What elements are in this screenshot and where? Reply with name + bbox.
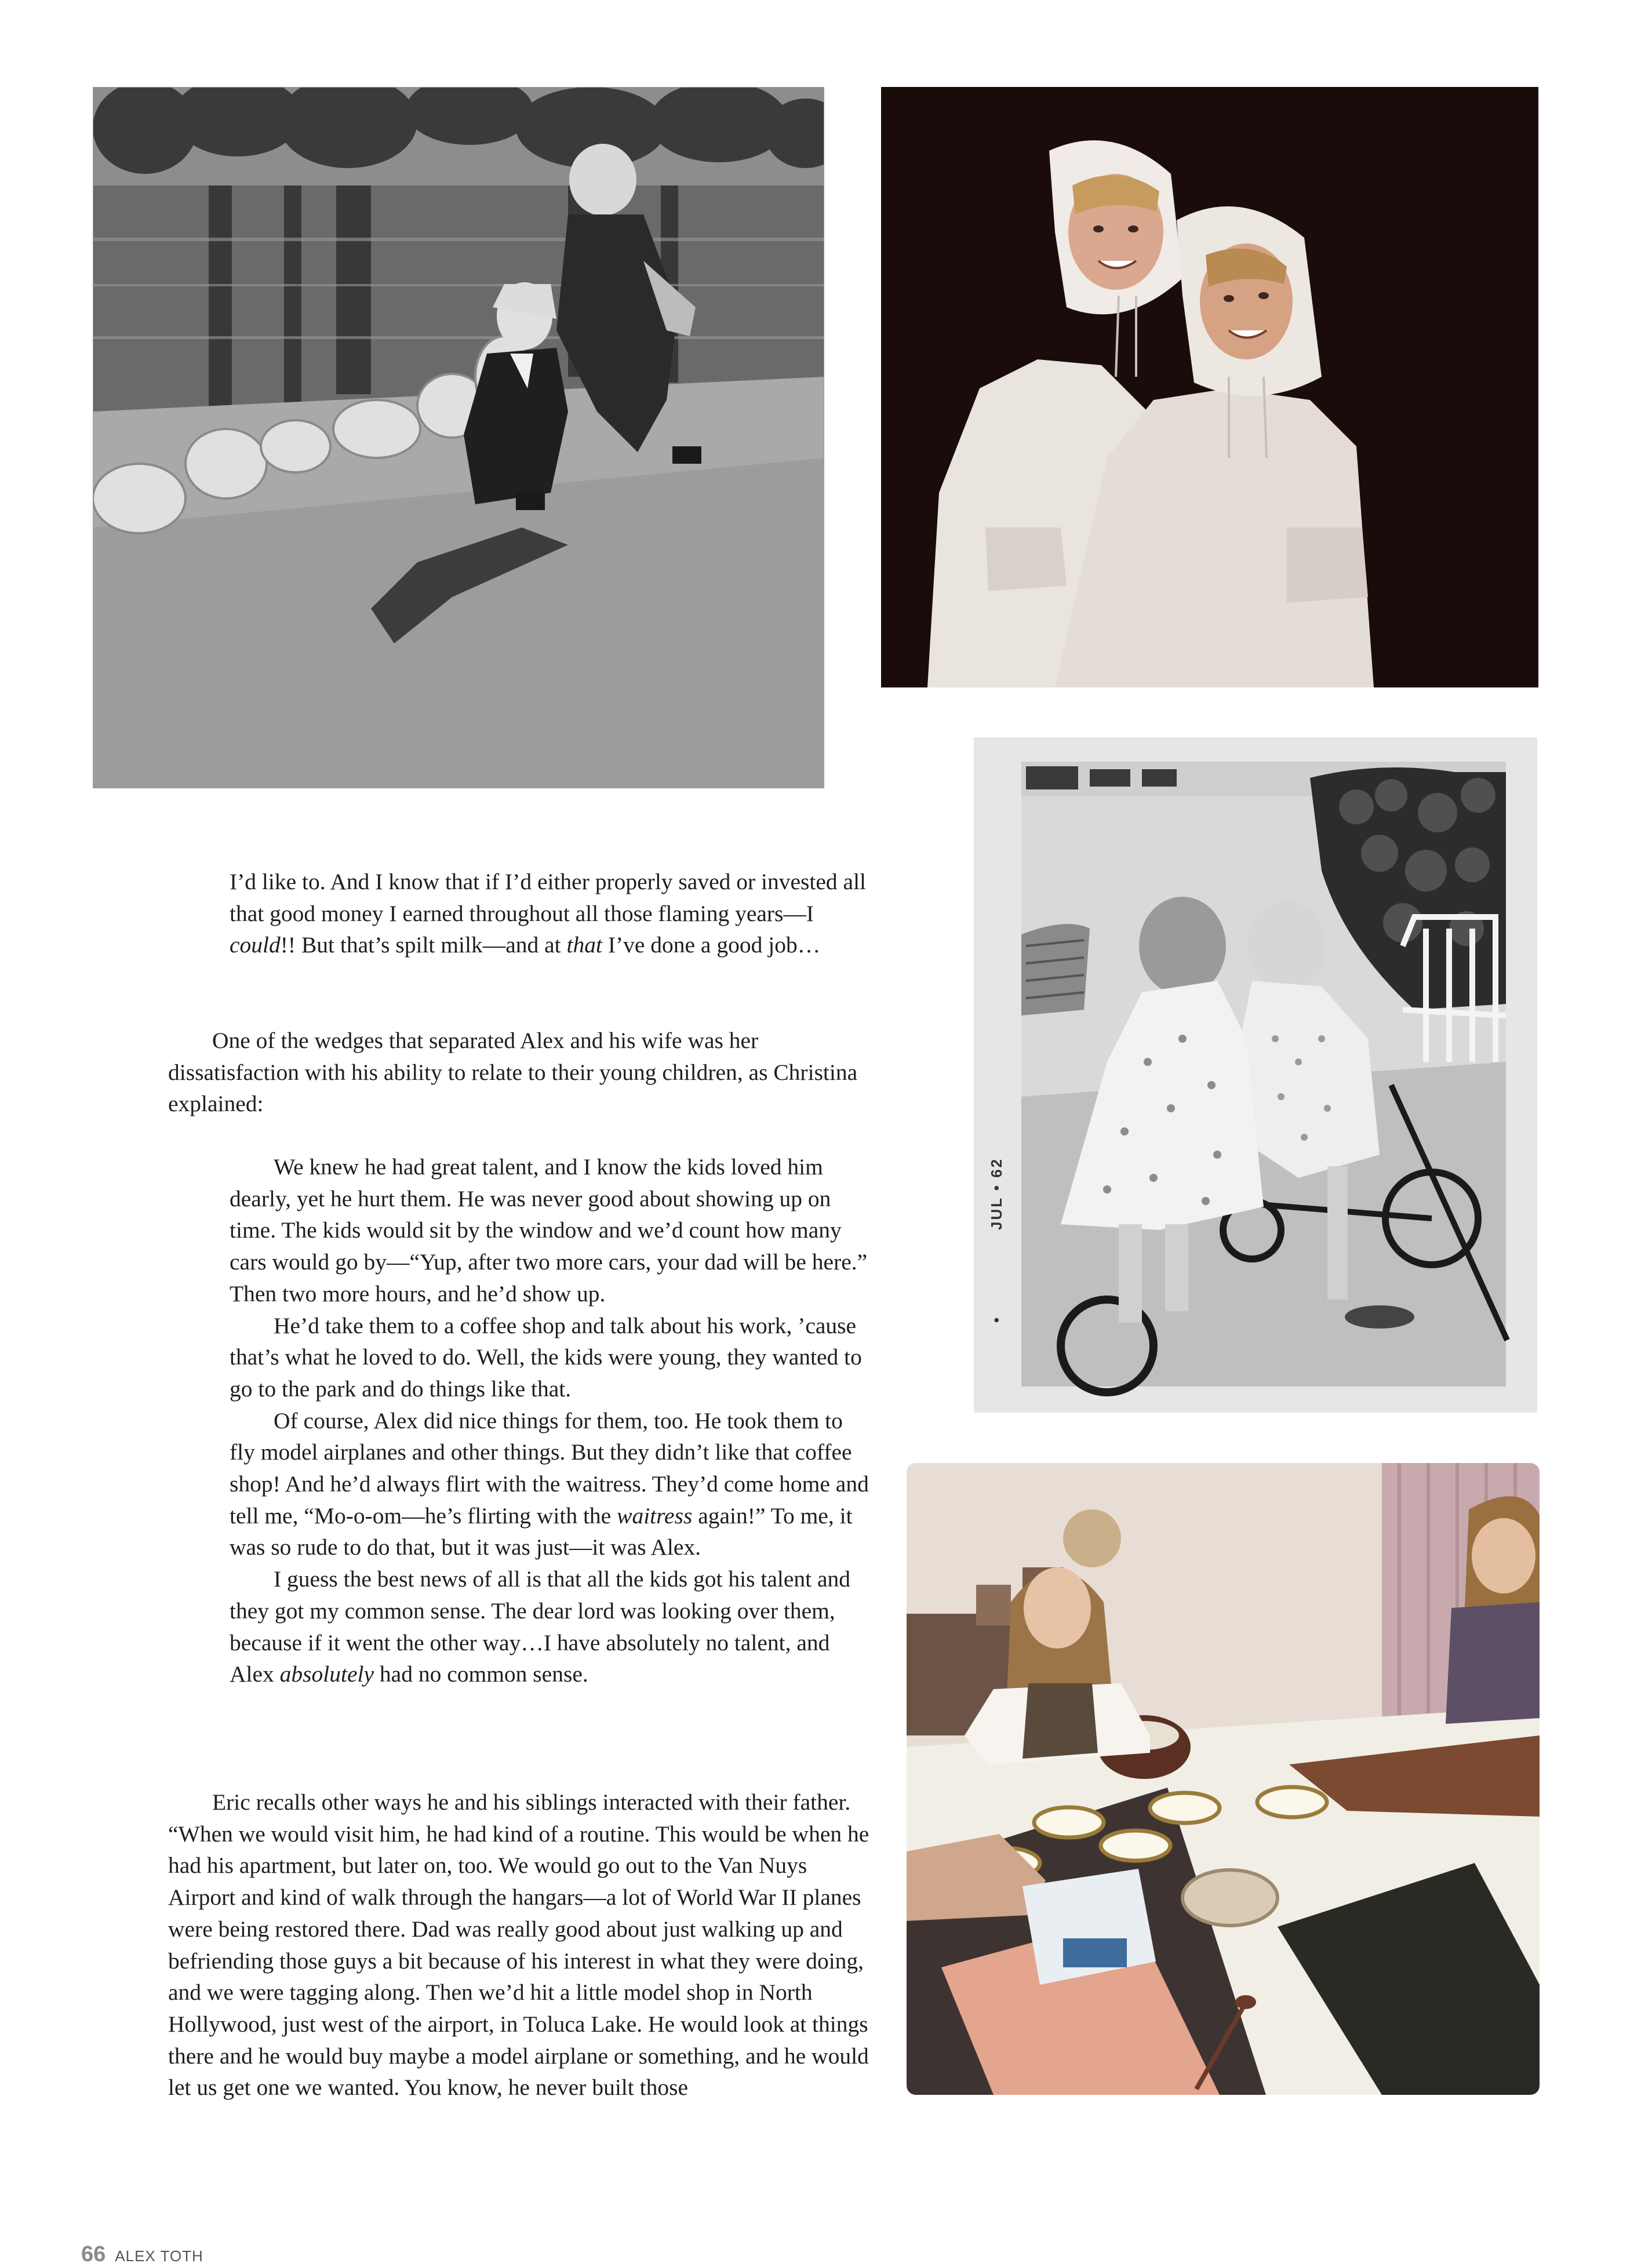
photo-children-hoodies	[881, 87, 1538, 687]
photo-girls-tricycle	[974, 737, 1537, 1413]
running-head: ALEX TOTH	[115, 2247, 203, 2265]
quote-paragraph: I guess the best news of all is that all the kids got his talent and they got my common sense. The dear lord was looking over them, because if it went the other way…I have absolutely no talent, and Alex absolutely had no common sense.	[230, 1566, 851, 1687]
page-number: 66	[81, 2242, 106, 2266]
narration-paragraph-2	[168, 1786, 875, 2104]
body-paragraph: Eric recalls other ways he and his siblings interacted with their father. “When we would visit him, he had kind of a routine. This would be when he had his apartment, but later on, too. We would go out to the Van Nuys Airport and kind of walk through the hangars—a lot of World War II planes were being restored there. Dad was really good about just walking up and befriending those guys a bit because of his interest in what they were doing, and we were tagging along. Then we’d hit a little model shop in North Hollywood, just west of the airport, in Toluca Lake. He would look at things there and he would buy maybe a model airplane or something, and he would let us get one we wanted. You know, he never built those	[168, 1789, 869, 2101]
block-quote-christina	[230, 1151, 873, 1690]
quote-paragraph: I’d like to. And I know that if I’d either properly saved or invested all that good money I earned throughout all those flaming years—I could!! But that’s spilt milk—and at that I’ve done a good job…	[230, 869, 867, 958]
quote-paragraph: He’d take them to a coffee shop and talk about his work, ’cause that’s what he loved to do. Well, the kids were young, they wanted to go to the park and do things like that.	[230, 1312, 862, 1402]
film-edge-date: JUL • 62	[988, 1157, 1005, 1230]
page-footer	[81, 2242, 203, 2265]
narration-paragraph-1	[168, 1025, 875, 1120]
quote-paragraph: Of course, Alex did nice things for them, too. He took them to fly model airplanes and other things. But they didn’t like that coffee shop! And he’d always flirt with the waitress. They’d come home and tell me, “Mo-o-om—he’s flirting with the waitress again!” To me, it was so rude to do that, but it was just—it was Alex.	[230, 1407, 869, 1560]
body-paragraph: One of the wedges that separated Alex and his wife was her dissatisfaction with his ability to relate to their young children, as Christina explained:	[168, 1028, 858, 1117]
block-quote-savings	[230, 866, 873, 961]
photo-father-daughter-lake	[93, 87, 824, 788]
quote-paragraph: We knew he had great talent, and I know the kids loved him dearly, yet he hurt them. He was never good about showing up on time. The kids would sit by the window and we’d count how many cars would go by—“Yup, after two more cars, your dad will be here.” Then two more hours, and he’d show up.	[230, 1154, 868, 1307]
photo-girl-cutting-cake	[907, 1463, 1540, 2095]
film-edge-mark: •	[988, 1317, 1005, 1323]
